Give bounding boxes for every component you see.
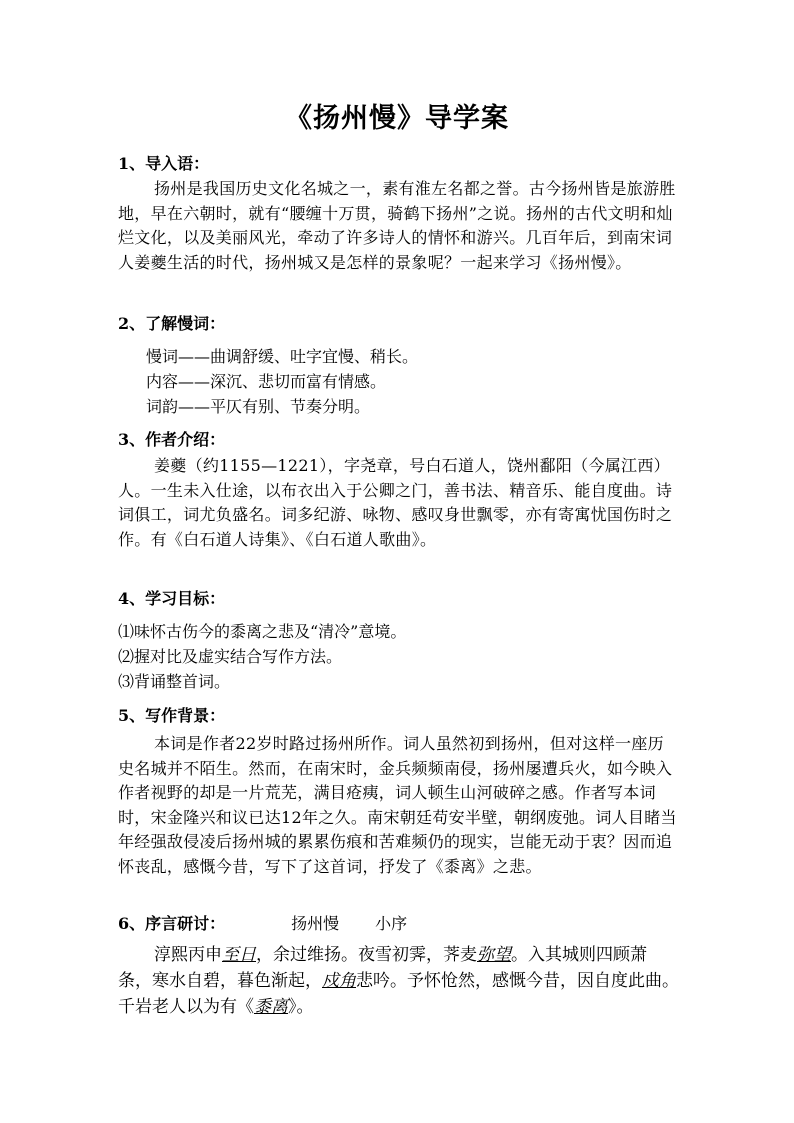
preface-part-1: 淳熙丙申: [154, 945, 222, 965]
section-6-heading: 6、序言研讨：: [118, 914, 226, 933]
preface-part-3: 。入其城则四顾萧条，寒水自碧，暮色渐起，: [118, 945, 647, 991]
section-4-line-2: ⑵握对比及虚实结合写作方法。: [118, 647, 343, 666]
section-4-heading: 4、学习目标：: [118, 589, 226, 608]
preface-part-5: 》。: [288, 997, 314, 1017]
section-1-heading: 1、导入语：: [118, 154, 210, 173]
section-4-line-3: ⑶背诵整首词。: [118, 672, 231, 691]
section-2-line-2: 内容——深沉、悲切而富有情感。: [146, 372, 387, 391]
section-1-text: 扬州是我国历史文化名城之一，素有淮左名都之誉。古今扬州皆是旅游胜地，早在六朝时，就有“腰缠十万贯，骑鹤下扬州”之说。扬州的古代文明和灿烂文化，以及美丽风光，牵动了许多诗人的情怀和游兴。几百年后，到南宋词人姜夔生活的时代，扬州城又是怎样的景象呢？一起来学习《扬州慢》。: [118, 179, 676, 272]
preface-text: [118, 942, 680, 1020]
preface-underlined-4: 黍离: [254, 997, 288, 1017]
section-2-heading: 2、了解慢词：: [118, 314, 226, 333]
preface-underlined-1: 至日: [222, 945, 256, 965]
section-6-heading-row: [118, 911, 407, 934]
preface-part-2: ，余过维扬。夜雪初霁，荠麦: [256, 945, 477, 965]
preface-part-4: 悲吟。予怀怆然，感慨今昔，因自度此曲。千岩老人以为有《: [118, 971, 679, 1017]
section-5-heading: 5、写作背景：: [118, 706, 226, 725]
section-3-text: 姜夔（约1155—1221），字尧章，号白石道人，饶州鄱阳（今属江西）人。一生未入仕途，以布衣出入于公卿之门，善书法、精音乐、能自度曲。诗词俱工，词尤负盛名。词多纪游、咏物、感叹身世飘零，亦有寄寓忧国伤时之作。有《白石道人诗集》、《白石道人歌曲》。: [118, 456, 673, 549]
preface-underlined-3: 戍角: [322, 971, 356, 991]
section-4-line-1: ⑴味怀古伤今的黍离之悲及“清冷”意境。: [118, 622, 407, 641]
preface-underlined-2: 弥望: [477, 945, 511, 965]
section-2-line-3: 词韵——平仄有别、节奏分明。: [146, 397, 371, 416]
section-5-text: 本词是作者22岁时路过扬州所作。词人虽然初到扬州，但对这样一座历史名城并不陌生。然而，在南宋时，金兵频频南侵，扬州屡遭兵火，如今映入作者视野的却是一片荒芜，满目疮痍，词人顿生山河破碎之感。作者写本词时，宋金隆兴和议已达12年之久。南宋朝廷苟安半壁，朝纲废弛。词人目睹当年经强敌侵凌后扬州城的累累伤痕和苦难频仍的现实，岂能无动于衷？因而追怀丧乱，感慨今昔，写下了这首词，抒发了《黍离》之悲。: [118, 734, 677, 876]
preface-label: 小序: [375, 914, 408, 933]
poem-title: 扬州慢: [291, 914, 340, 933]
section-2-line-1: 慢词——曲调舒缓、吐字宜慢、稍长。: [146, 347, 419, 366]
section-3-heading: 3、作者介绍：: [118, 430, 226, 449]
page-title: 《扬州慢》导学案: [285, 103, 509, 134]
